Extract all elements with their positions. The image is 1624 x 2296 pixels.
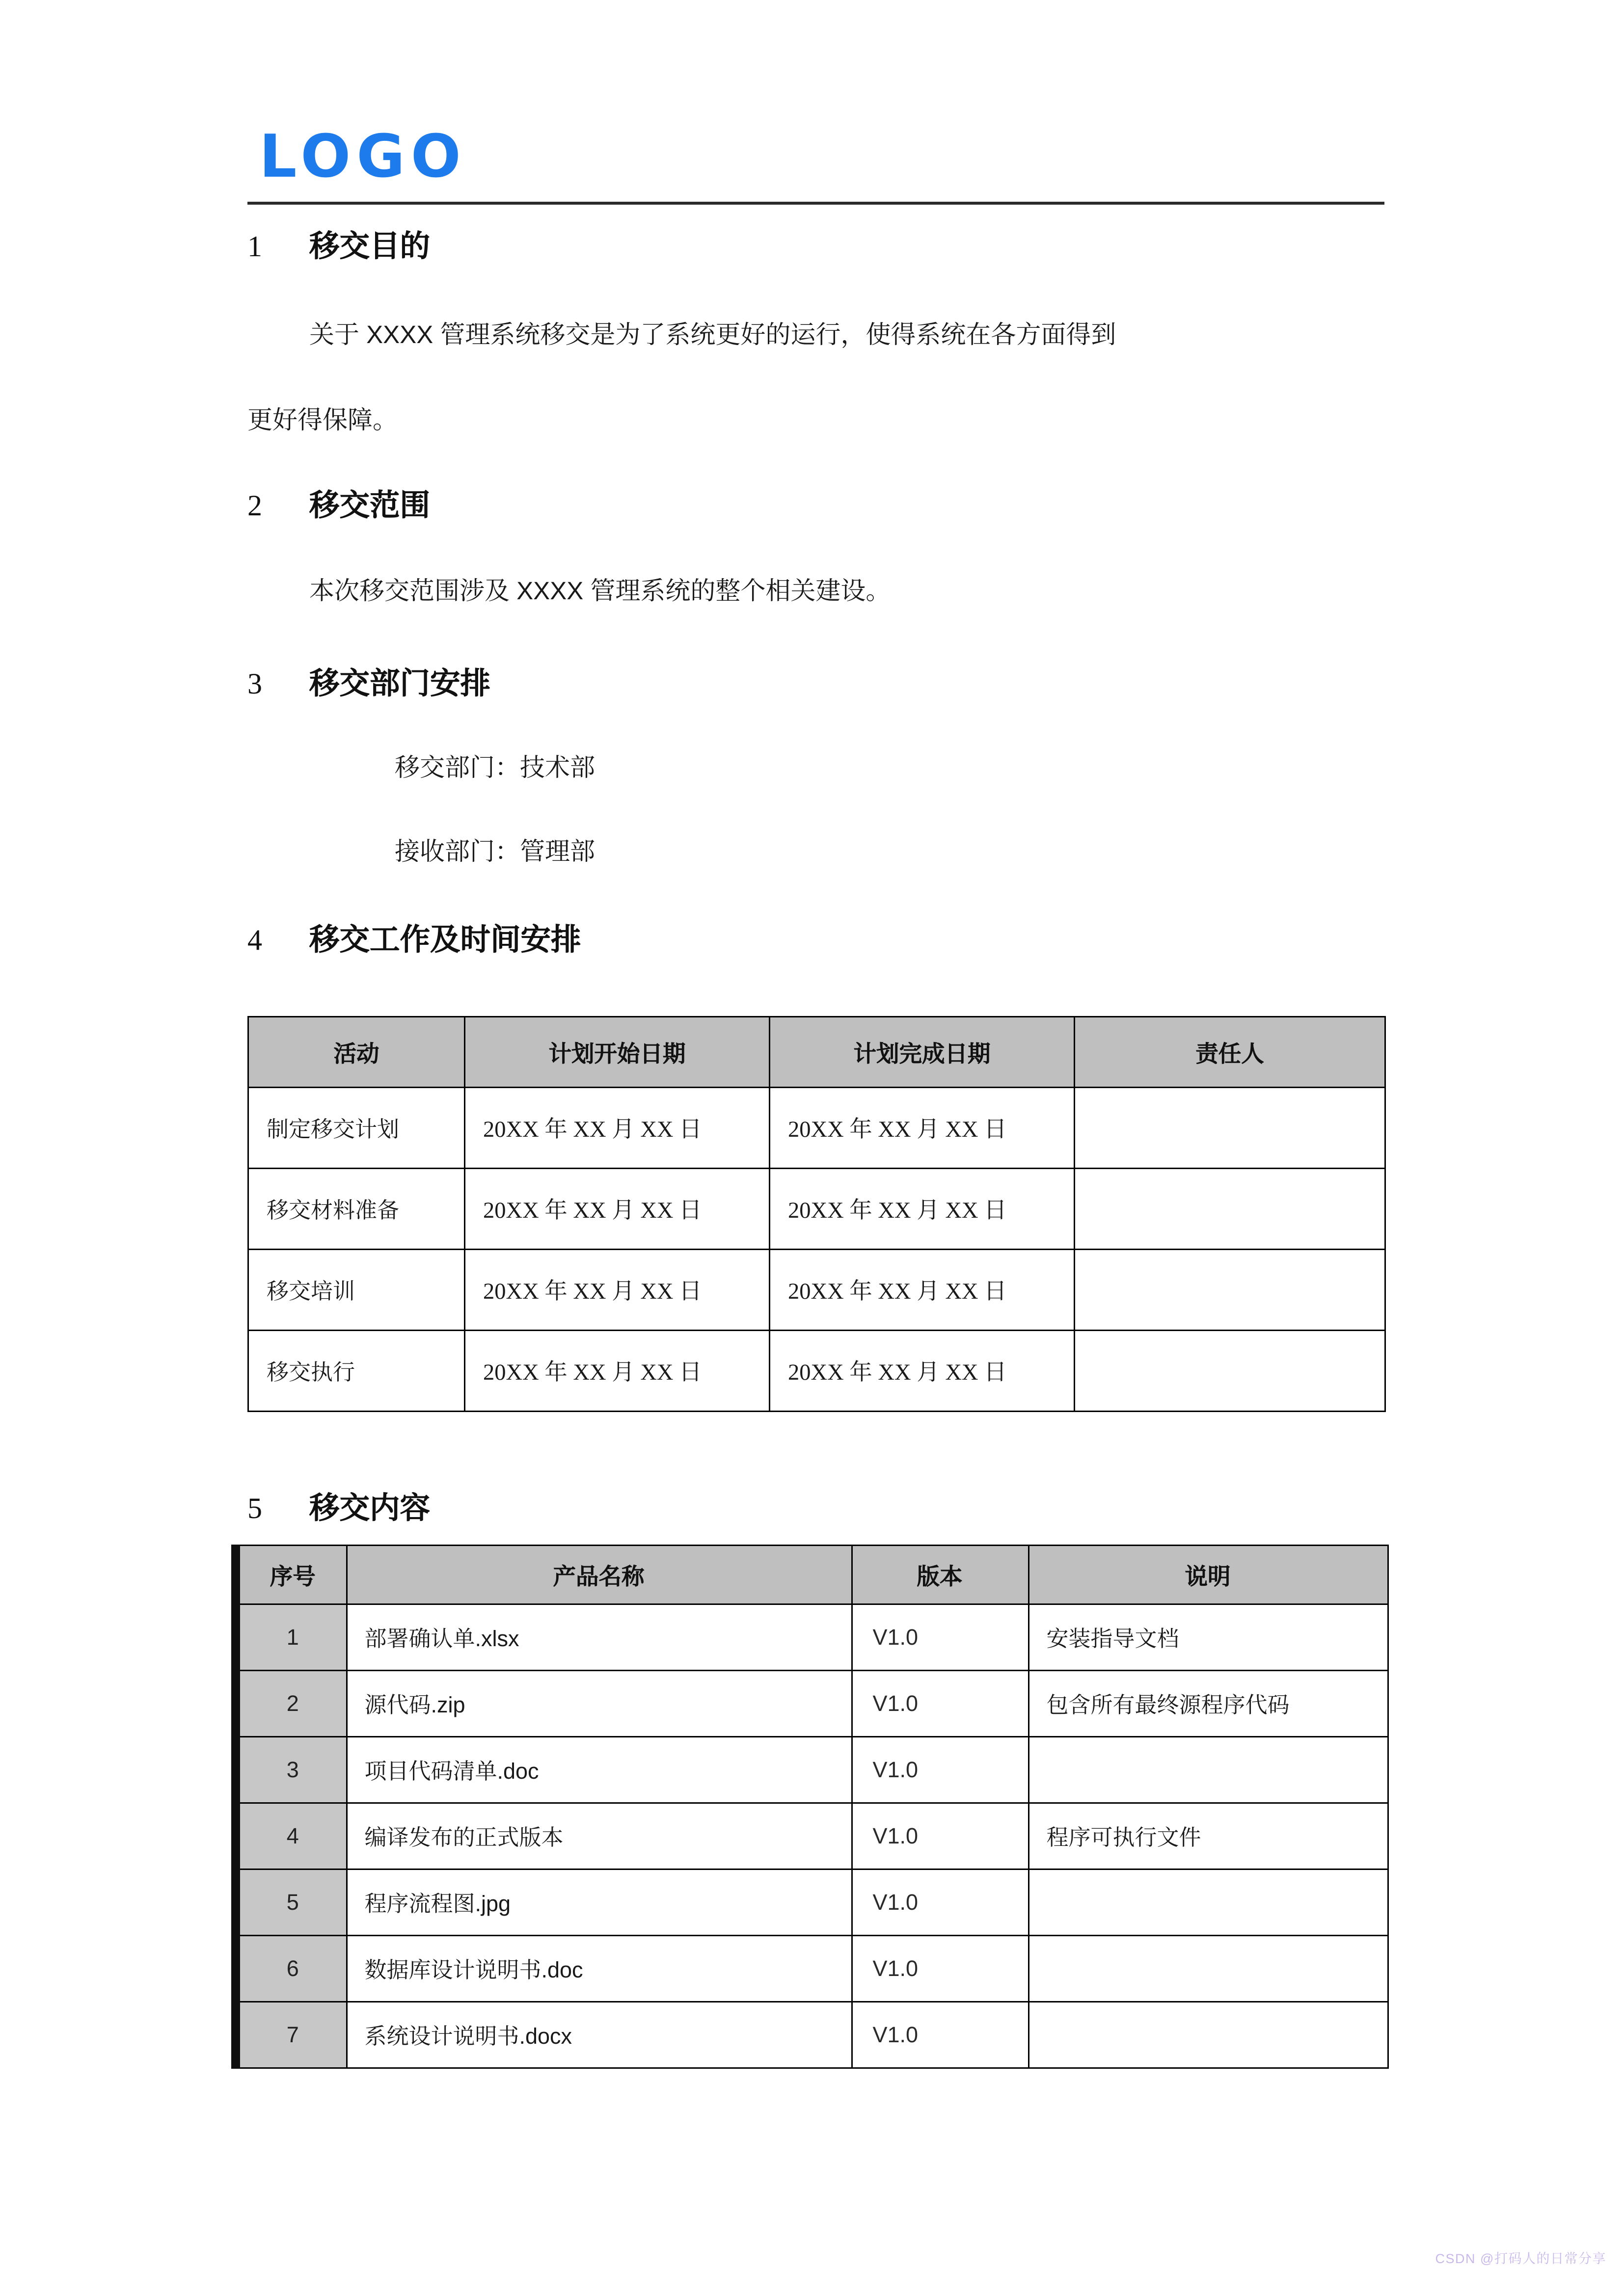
end-date-cell: 20XX 年 XX 月 XX 日 [770, 1169, 1075, 1250]
owner-cell [1075, 1250, 1385, 1331]
version-cell: V1.0 [851, 1604, 1028, 1671]
receiving-department-line: 接收部门：管理部 [395, 838, 595, 866]
section-title: 移交部门安排 [309, 667, 490, 701]
note-cell [1028, 2002, 1387, 2068]
section-heading-departments [247, 658, 490, 702]
section-number: 5 [247, 1493, 262, 1525]
purpose-paragraph-line1: 关于 XXXX 管理系统移交是为了系统更好的运行，使得系统在各方面得到 [309, 321, 1116, 349]
note-cell [1028, 1737, 1387, 1803]
note-cell [1028, 1936, 1387, 2002]
start-date-cell: 20XX 年 XX 月 XX 日 [465, 1088, 770, 1169]
section-heading-schedule [247, 914, 581, 959]
end-date-cell: 20XX 年 XX 月 XX 日 [770, 1331, 1075, 1412]
schedule-row [248, 1088, 1385, 1169]
product-name-cell: 源代码.zip [346, 1671, 851, 1737]
schedule-header-start: 计划开始日期 [465, 1017, 770, 1088]
schedule-header-row [248, 1017, 1385, 1088]
version-cell: V1.0 [851, 1936, 1028, 2002]
version-cell: V1.0 [851, 1869, 1028, 1936]
header-divider [247, 202, 1384, 205]
csdn-watermark: CSDN @打码人的日常分享 [1435, 2251, 1606, 2266]
content-row [236, 2002, 1387, 2068]
schedule-header-end: 计划完成日期 [770, 1017, 1075, 1088]
end-date-cell: 20XX 年 XX 月 XX 日 [770, 1088, 1075, 1169]
section-number: 1 [247, 231, 262, 264]
row-number-cell: 6 [236, 1936, 346, 2002]
schedule-row [248, 1250, 1385, 1331]
section-heading-purpose [247, 221, 430, 265]
note-cell: 包含所有最终源程序代码 [1028, 1671, 1387, 1737]
content-header-no: 序号 [236, 1546, 346, 1604]
schedule-row [248, 1169, 1385, 1250]
section-number: 4 [247, 925, 262, 957]
product-name-cell: 程序流程图.jpg [346, 1869, 851, 1936]
row-number-cell: 4 [236, 1803, 346, 1869]
content-row [236, 1671, 1387, 1737]
row-number-cell: 7 [236, 2002, 346, 2068]
schedule-row [248, 1331, 1385, 1412]
start-date-cell: 20XX 年 XX 月 XX 日 [465, 1250, 770, 1331]
product-name-cell: 系统设计说明书.docx [346, 2002, 851, 2068]
content-header-note: 说明 [1028, 1546, 1387, 1604]
schedule-header-owner: 责任人 [1075, 1017, 1385, 1088]
content-header-row [236, 1546, 1387, 1604]
section-number: 2 [247, 490, 262, 523]
activity-cell: 移交执行 [248, 1331, 465, 1412]
section-heading-content [247, 1483, 430, 1527]
start-date-cell: 20XX 年 XX 月 XX 日 [465, 1169, 770, 1250]
content-row [236, 1737, 1387, 1803]
content-header-name: 产品名称 [346, 1546, 851, 1604]
content-table [231, 1545, 1388, 2069]
owner-cell [1075, 1169, 1385, 1250]
end-date-cell: 20XX 年 XX 月 XX 日 [770, 1250, 1075, 1331]
activity-cell: 移交培训 [248, 1250, 465, 1331]
owner-cell [1075, 1088, 1385, 1169]
handover-department-line: 移交部门：技术部 [395, 754, 595, 782]
row-number-cell: 2 [236, 1671, 346, 1737]
version-cell: V1.0 [851, 1803, 1028, 1869]
content-row [236, 1936, 1387, 2002]
row-number-cell: 5 [236, 1869, 346, 1936]
version-cell: V1.0 [851, 1737, 1028, 1803]
content-row [236, 1869, 1387, 1936]
version-cell: V1.0 [851, 2002, 1028, 2068]
schedule-header-activity: 活动 [248, 1017, 465, 1088]
start-date-cell: 20XX 年 XX 月 XX 日 [465, 1331, 770, 1412]
activity-cell: 制定移交计划 [248, 1088, 465, 1169]
section-title: 移交范围 [309, 489, 430, 523]
section-heading-scope [247, 480, 430, 524]
company-logo: LOGO [259, 124, 467, 191]
activity-cell: 移交材料准备 [248, 1169, 465, 1250]
purpose-paragraph-line2: 更好得保障。 [247, 406, 398, 434]
section-title: 移交目的 [309, 230, 430, 264]
owner-cell [1075, 1331, 1385, 1412]
section-title: 移交内容 [309, 1492, 430, 1525]
note-cell [1028, 1869, 1387, 1936]
row-number-cell: 1 [236, 1604, 346, 1671]
product-name-cell: 项目代码清单.doc [346, 1737, 851, 1803]
schedule-table [247, 1016, 1386, 1412]
scope-paragraph: 本次移交范围涉及 XXXX 管理系统的整个相关建设。 [309, 577, 891, 605]
product-name-cell: 数据库设计说明书.doc [346, 1936, 851, 2002]
version-cell: V1.0 [851, 1671, 1028, 1737]
product-name-cell: 部署确认单.xlsx [346, 1604, 851, 1671]
content-row [236, 1604, 1387, 1671]
row-number-cell: 3 [236, 1737, 346, 1803]
content-row [236, 1803, 1387, 1869]
note-cell: 安装指导文档 [1028, 1604, 1387, 1671]
section-number: 3 [247, 668, 262, 701]
note-cell: 程序可执行文件 [1028, 1803, 1387, 1869]
content-header-version: 版本 [851, 1546, 1028, 1604]
product-name-cell: 编译发布的正式版本 [346, 1803, 851, 1869]
section-title: 移交工作及时间安排 [309, 923, 581, 957]
